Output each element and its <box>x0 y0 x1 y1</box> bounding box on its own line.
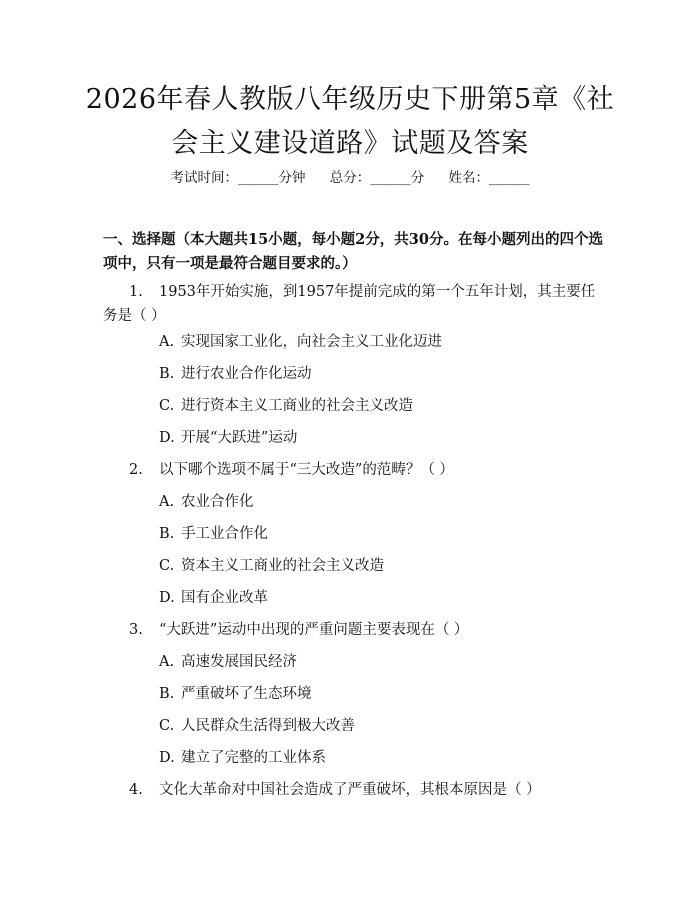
section-heading: 一、选择题（本大题共15小题，每小题2分，共30分。在每小题列出的四个选项中，只有一项是最符合题目要求的。） <box>103 231 603 272</box>
question-number: 2. <box>129 462 143 478</box>
option-text: 人民群众生活得到极大改善 <box>181 718 355 734</box>
option-1a <box>159 332 442 352</box>
question-number: 1. <box>129 284 143 300</box>
option-letter: C. <box>159 398 175 414</box>
option-letter: B. <box>159 686 175 702</box>
option-2a <box>159 492 254 512</box>
title-line-1: 2026年春人教版八年级历史下册第5章《社 <box>85 84 615 115</box>
question-4 <box>103 778 600 802</box>
option-letter: D. <box>159 430 175 446</box>
option-letter: B. <box>159 366 175 382</box>
option-text: 资本主义工商业的社会主义改造 <box>181 558 384 574</box>
option-text: 严重破坏了生态环境 <box>181 686 312 702</box>
question-stem: 1953年开始实施，到1957年提前完成的第一个五年计划，其主要任务是（ ） <box>103 284 596 324</box>
option-2c <box>159 556 384 576</box>
option-text: 进行农业合作化运动 <box>181 366 312 382</box>
option-text: 开展“大跃进”运动 <box>181 430 298 446</box>
exam-time: 考试时间：______分钟 <box>170 170 306 186</box>
question-2 <box>103 458 600 482</box>
title-line-2: 会主义建设道路》试题及答案 <box>171 128 529 159</box>
option-text: 农业合作化 <box>181 494 254 510</box>
option-3a <box>159 652 297 672</box>
exam-total-score: 总分：______分 <box>329 170 425 186</box>
option-text: 建立了完整的工业体系 <box>181 750 326 766</box>
option-letter: A. <box>159 334 175 350</box>
option-letter: B. <box>159 526 175 542</box>
option-letter: D. <box>159 590 175 606</box>
option-2d <box>159 588 268 608</box>
option-letter: D. <box>159 750 175 766</box>
option-text: 国有企业改革 <box>181 590 268 606</box>
exam-meta <box>0 168 700 188</box>
option-2b <box>159 524 268 544</box>
document-title <box>70 78 630 166</box>
question-number: 4. <box>129 782 143 798</box>
question-1 <box>103 280 600 328</box>
option-text: 实现国家工业化，向社会主义工业化迈进 <box>181 334 442 350</box>
option-letter: C. <box>159 558 175 574</box>
option-3c <box>159 716 355 736</box>
question-number: 3. <box>129 622 143 638</box>
option-letter: A. <box>159 494 175 510</box>
option-letter: C. <box>159 718 175 734</box>
question-3 <box>103 618 600 642</box>
option-1d <box>159 428 297 448</box>
question-stem: 以下哪个选项不属于“三大改造”的范畴？（ ） <box>159 462 454 478</box>
option-text: 进行资本主义工商业的社会主义改造 <box>181 398 413 414</box>
option-3b <box>159 684 312 704</box>
question-stem: “大跃进”运动中出现的严重问题主要表现在（ ） <box>159 622 469 638</box>
option-text: 高速发展国民经济 <box>181 654 297 670</box>
student-name: 姓名：______ <box>448 170 530 186</box>
option-text: 手工业合作化 <box>181 526 268 542</box>
option-3d <box>159 748 326 768</box>
option-letter: A. <box>159 654 175 670</box>
option-1b <box>159 364 312 384</box>
option-1c <box>159 396 413 416</box>
question-stem: 文化大革命对中国社会造成了严重破坏，其根本原因是（ ） <box>159 782 541 798</box>
